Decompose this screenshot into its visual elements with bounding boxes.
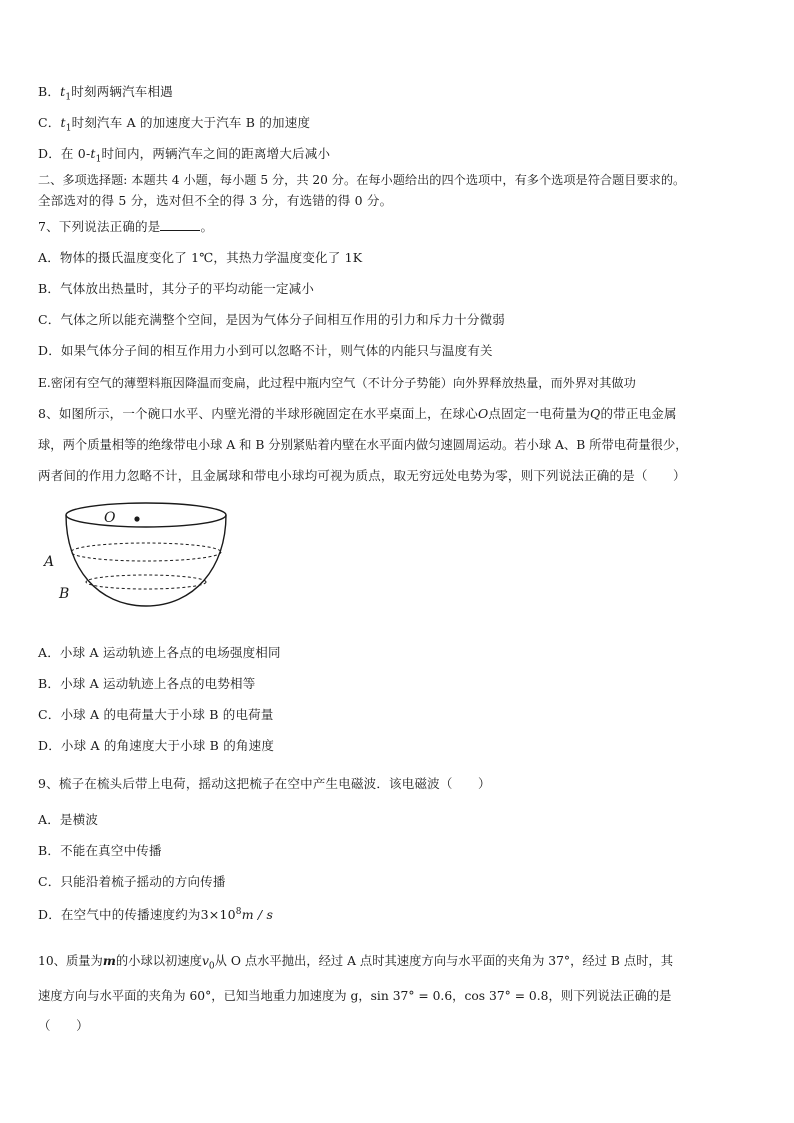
option-text: C． (38, 115, 61, 130)
q9-option-b[interactable]: B．不能在真空中传播 (38, 843, 162, 858)
option-text: D．在 0- (38, 146, 91, 161)
orbit-a (71, 543, 221, 561)
question-text: 10、质量为 (38, 954, 103, 968)
var-t: t (90, 146, 96, 161)
var-t: t (60, 84, 66, 99)
question-text: 点固定一电荷量为 (488, 406, 591, 421)
math-unit: m / s (241, 907, 274, 922)
label-b: B (59, 586, 70, 602)
q9-option-c[interactable]: C．只能沿着梳子摇动的方向传播 (38, 874, 226, 889)
question-text: ， (452, 989, 465, 1003)
hemisphere-bowl-figure (38, 498, 228, 610)
orbit-b (86, 575, 206, 589)
option-text: 时间内，两辆汽车之间的距离增大后减小 (101, 146, 331, 161)
question-text: 。 (200, 219, 214, 234)
subscript: 1 (65, 92, 72, 103)
option-text: D．在空气中的传播速度约为 (38, 907, 201, 922)
option-text: B． (38, 84, 61, 99)
q8-option-c[interactable]: C．小球 A 的电荷量大于小球 B 的电荷量 (38, 707, 274, 722)
q10-answer-paren[interactable]: （ ） (38, 1018, 89, 1033)
var-t: t (60, 115, 66, 130)
section-2-scoring: 全部选对的得 5 分，选对但不全的得 3 分，有选错的得 0 分。 (38, 193, 393, 208)
label-a: A (44, 554, 55, 570)
subscript: 0 (208, 961, 215, 972)
option-text: 时刻两辆汽车相遇 (71, 84, 173, 99)
q8-stem-line1 (38, 406, 760, 422)
q8-stem-line2: 球，两个质量相等的绝缘带电小球 A 和 B 分别紧贴着内壁在水平面内做匀速圆周运动。若小球 A、B 所带电荷量很少， (38, 438, 688, 452)
bowl-rim (66, 503, 226, 527)
subscript: 1 (65, 123, 72, 134)
q7-option-b[interactable]: B．气体放出热量时，其分子的平均动能一定减小 (38, 281, 315, 296)
var-q: Q (590, 406, 601, 421)
answer-blank[interactable] (160, 219, 200, 231)
var-m: m (102, 953, 116, 968)
bowl-outline (66, 515, 226, 606)
q7-option-e[interactable]: E.密闭有空气的薄塑料瓶因降温而变扁，此过程中瓶内空气（不计分子势能）向外界释放热量，而外界对其做功 (38, 376, 636, 390)
exponent: 8 (235, 906, 242, 917)
q8-option-b[interactable]: B．小球 A 运动轨迹上各点的电势相等 (38, 676, 256, 691)
q10-stem-line1 (38, 953, 760, 972)
q9-stem: 9、梳子在梳头后带上电荷，摇动这把梳子在空中产生电磁波．该电磁波（ ） (38, 776, 491, 791)
q8-stem-line3: 两者间的作用力忽略不计，且金属球和带电小球均可视为质点，取无穷远处电势为零，则下列说法正确的是（ ） (38, 468, 686, 483)
center-point-o (134, 516, 139, 521)
question-text: 速度方向与水平面的夹角为 60°，已知当地重力加速度为 g， (38, 989, 371, 1003)
q10-stem-line2 (38, 988, 760, 1004)
question-text: 的小球以初速度 (115, 954, 202, 968)
label-o: O (104, 510, 116, 526)
question-text: 的带正电金属 (600, 406, 677, 421)
math-base: 3×10 (200, 907, 236, 922)
question-text: 7、下列说法正确的是 (38, 219, 161, 234)
option-text: 时刻汽车 A 的加速度大于汽车 B 的加速度 (71, 115, 311, 130)
question-text: ，则下列说法正确的是 (548, 989, 672, 1003)
q7-option-c[interactable]: C．气体之所以能充满整个空间，是因为气体分子间相互作用的引力和斥力十分微弱 (38, 312, 505, 327)
question-text: 8、如图所示，一个碗口水平、内壁光滑的半球形碗固定在水平桌面上，在球心 (38, 406, 478, 421)
q9-option-a[interactable]: A．是横波 (38, 812, 99, 827)
math-sin: sin 37° = 0.6 (370, 989, 453, 1003)
section-2-heading: 二、多项选择题: 本题共 4 小题，每小题 5 分，共 20 分。在每小题给出的四个选项中，有多个选项是符合题目要求的。 (38, 173, 686, 187)
q6-option-d[interactable] (38, 146, 760, 165)
question-text: 从 O 点水平抛出，经过 A 点时其速度方向与水平面的夹角为 37°，经过 B 点时，其 (214, 954, 674, 968)
math-cos: cos 37° = 0.8 (464, 989, 549, 1003)
q6-option-b[interactable] (38, 84, 760, 103)
q7-option-a[interactable]: A．物体的摄氏温度变化了 1℃，其热力学温度变化了 1K (38, 250, 363, 265)
var-v: v (201, 954, 209, 968)
q9-option-d[interactable] (38, 907, 760, 923)
q7-option-d[interactable]: D．如果气体分子间的相互作用力小到可以忽略不计，则气体的内能只与温度有关 (38, 343, 493, 358)
q6-option-c[interactable] (38, 115, 760, 134)
var-o: O (477, 406, 489, 421)
q7-stem (38, 219, 760, 235)
q8-option-a[interactable]: A．小球 A 运动轨迹上各点的电场强度相同 (38, 645, 281, 660)
q8-option-d[interactable]: D．小球 A 的角速度大于小球 B 的角速度 (38, 738, 275, 753)
subscript: 1 (95, 154, 102, 165)
